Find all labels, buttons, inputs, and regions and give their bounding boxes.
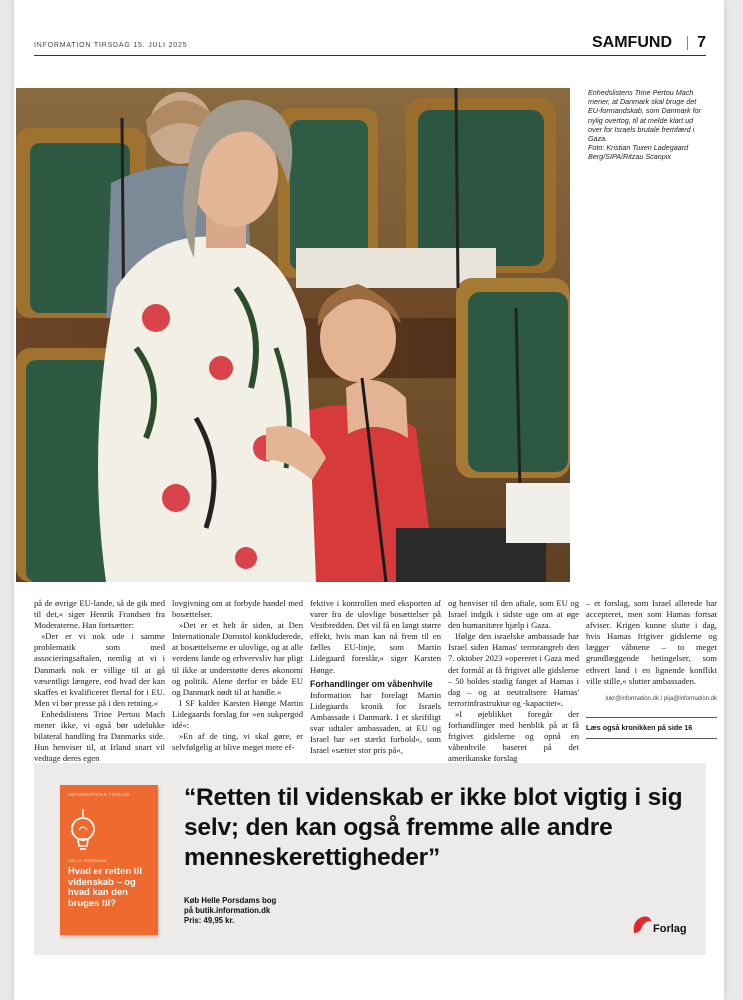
article-column-5 [586, 598, 717, 739]
paragraph: »Der er vi nok ude i samme problematik som med associeringsaftalen, nemlig at vi i Danmark nok er villige til at gå væsentligt længere, end hvad der kan skaffes et kvalificeret flertal for i EU. Men vi bør presse på i den retning.« [34, 631, 165, 708]
paragraph: på de øvrige EU-lande, så de gik med til det,« siger Henrik Frandsen fra Moderaterne. Han fortsætter: [34, 598, 165, 631]
logo-text: Forlag [653, 923, 687, 935]
page-number: 7 [697, 34, 706, 51]
forlag-logo[interactable] [630, 913, 690, 939]
purchase-line: Køb Helle Porsdams bog [184, 896, 277, 905]
paragraph: »I øjeblikket foregår der forhandlinger med henblik på at få frigivet gidslerne og opnå en våbenhvile baseret på det amerikanske forslag [448, 708, 579, 764]
parliament-photo [16, 88, 570, 582]
price: Pris: 49,95 kr. [184, 916, 235, 926]
byline: lukr@information.dk / pija@information.dk [605, 695, 717, 702]
caption-text: Enhedslistens Trine Pertou Mach mener, at Danmark skal bruge det EU-formandskab, som Danmark for nylig overtog, til at melde klart ud over for Israels brutale fremfærd i Gaza. [588, 88, 702, 144]
book-cover[interactable] [60, 785, 158, 935]
see-also-link[interactable]: Læs også kronikken på side 16 [586, 722, 693, 732]
paragraph: Information har forelagt Martin Lidegaards kronik for Israels Ambassade i Danmark. I et skriftligt svar udtaler ambassaden, at EU og Israel har »et stærkt forhold«, som Israel »sætter stor pris på«, [310, 689, 441, 756]
article-column-1 [34, 598, 165, 764]
header-rule [34, 55, 706, 56]
book-series: INFORMATIONS FORLAG [68, 792, 130, 797]
subheading: Forhandlinger om våbenhvile [310, 678, 433, 689]
paragraph: Enhedslistens Trine Pertou Mach mener ikke, vi også bør udelukke bilateral handling fra Danmarks side. Hun henviser til, at Irland snart vil vedtage deres egen [34, 708, 165, 764]
paragraph: »En af de ting, vi skal gøre, er selvfølgelig at blive meget mere ef- [172, 731, 303, 753]
paragraph: I SF kalder Karsten Hønge Martin Lidegaards forslag for »en sukpergod idé«: [172, 697, 303, 731]
article-column-4 [448, 598, 579, 764]
logo-mark-icon [630, 913, 652, 939]
purchase-link[interactable]: på butik.information.dk [184, 906, 271, 916]
article-column-2 [172, 598, 303, 753]
book-author: HELLE PORSDAM [68, 858, 106, 863]
section-title: SAMFUND [592, 34, 672, 51]
article-column-3 [310, 598, 441, 756]
paragraph: – et forslag, som Israel allerede har accepteret, men som Hamas fortsat afviser. Krigen kunne slutte i dag, hvis Hamas frigiver gidslerne og lægger våbnene – to meget grundlæggende betingelser, som ethvert land i en lignende konflikt ville stille,« slutter ambassaden. [586, 598, 717, 686]
divider [586, 717, 717, 718]
paragraph: og henviser til den aftale, som EU og Israel indgik i sidste uge om at øge den humanitære hjælp i Gaza. [448, 598, 579, 631]
header-divider [687, 36, 688, 50]
lightbulb-icon [68, 809, 98, 858]
paragraph: lovgivning om at forbyde handel med bosættelser. [172, 598, 303, 620]
header-date: INFORMATION TIRSDAG 15. JULI 2025 [34, 42, 188, 49]
book-advertisement[interactable] [34, 763, 706, 955]
paragraph: fektive i kontrollen med eksporten af varer fra de ulovlige bosættelser på Vestbredden. Det vil få en langt større effekt, hvis man kan nå frem til en fælles EU-linje, som Martin Lidegaard foreslår,« siger Karsten Hønge. [310, 598, 441, 675]
paragraph: Ifølge den israelske ambassade har Israel siden Hamas' terrorangreb den 7. oktober 2023 »opereret i Gaza med det formål at få frigivet alle gidslerne – 50 holdes stadig fanget af Hamas i dag – og at neutralisere Hamas' terrorinfrastruktur og -kapacitet«. [448, 631, 579, 708]
book-title: Hvad er retten til videnskab – og hvad kan den bruges til? [68, 865, 142, 908]
purchase-info [184, 896, 276, 927]
caption-credit: Foto: Kristian Tuxen Ladegaard Berg/SIPA/Ritzau Scanpix [588, 143, 689, 162]
paragraph: »Det er et helt år siden, at Den Internationale Domstol konkluderede, at bosættelserne er ulovlige, og at alle verdens lande og erhvervsliv har pligt til ikke at understøtte deres økonomi og politik. Alene derfor er både EU og Danmark nødt til at handle.« [172, 620, 303, 697]
photo-caption [588, 88, 708, 162]
newspaper-page [14, 0, 724, 1000]
ad-quote: “Retten til videnskab er ikke blot vigtig i sig selv; den kan også fremme alle andre menneskerettigheder” [184, 784, 683, 871]
divider [586, 738, 717, 739]
